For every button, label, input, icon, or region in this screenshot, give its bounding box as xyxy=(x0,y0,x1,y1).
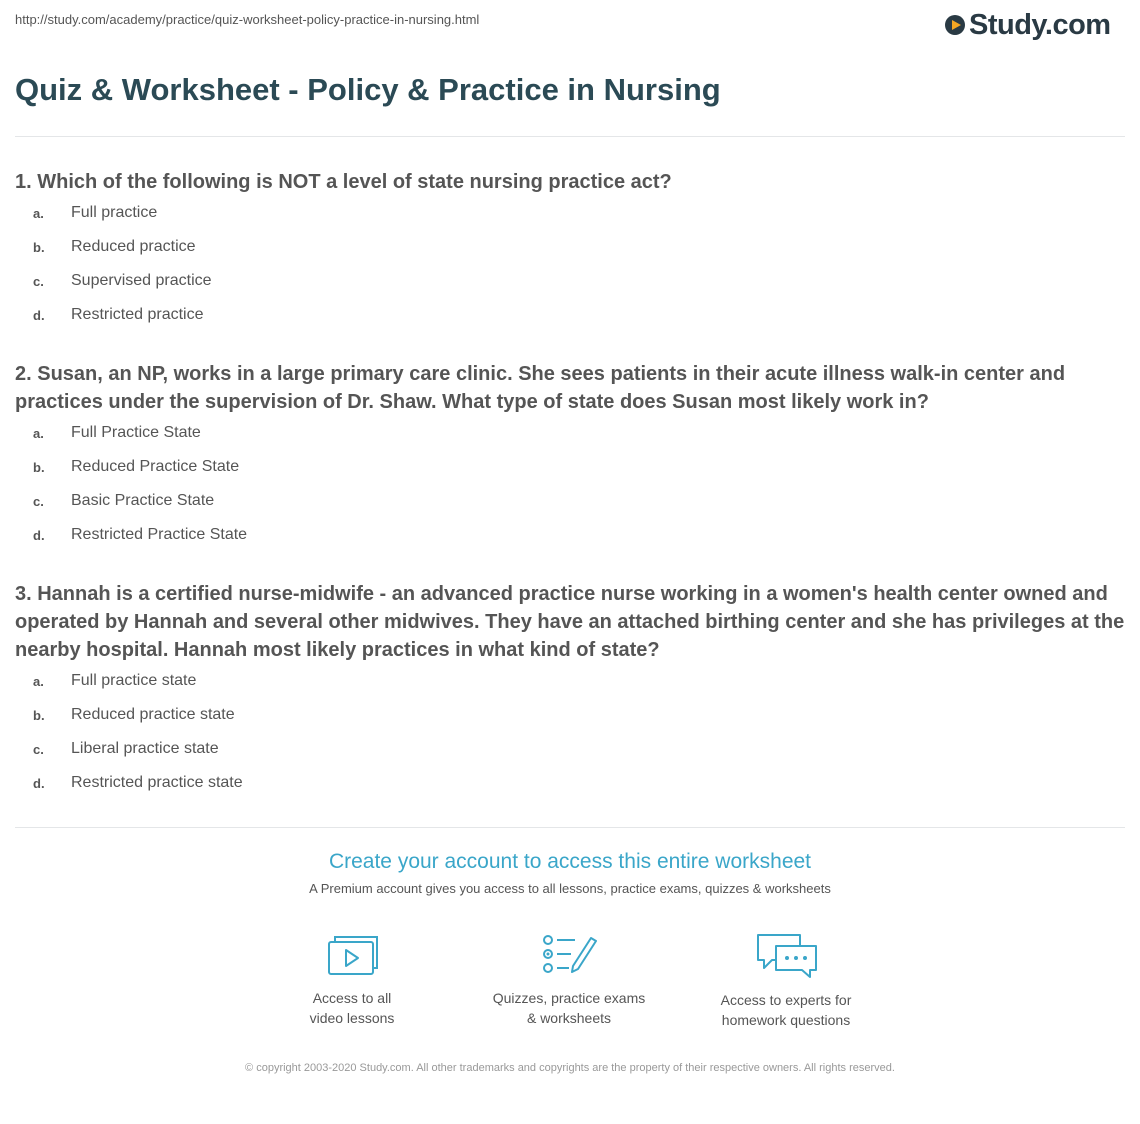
copyright-text: © copyright 2003-2020 Study.com. All other trademarks and copyrights are the property of their respective owners. All rights reserved. xyxy=(245,1062,895,1074)
option-letter: b. xyxy=(33,459,45,475)
page-url: http://study.com/academy/practice/quiz-worksheet-policy-practice-in-nursing.html xyxy=(15,12,480,27)
feature-video-lessons xyxy=(252,932,452,1028)
chat-bubbles-icon xyxy=(754,932,818,978)
logo-text: Study.com xyxy=(969,9,1111,41)
answer-options xyxy=(15,416,1125,552)
option-text: Full practice xyxy=(71,204,158,221)
question-text: 3. Hannah is a certified nurse-midwife - an advanced practice nurse working in a women's health center owned and operated by Hannah and several other midwives. They have an attached birthing center and she has privileges at the nearby hospital. Hannah most likely practices in what kind of state? xyxy=(15,583,1125,661)
play-logo-icon xyxy=(944,14,966,36)
feature-experts xyxy=(686,932,886,1030)
answer-option[interactable] xyxy=(15,416,1125,450)
option-text: Basic Practice State xyxy=(71,492,215,509)
question-text: 2. Susan, an NP, works in a large primary care clinic. She sees patients in their acute illness walk-in center and practices under the supervision of Dr. Shaw. What type of state does Susan most likely work in? xyxy=(15,363,1066,413)
create-account-link[interactable]: Create your account to access this entire worksheet xyxy=(328,850,812,873)
option-letter: a. xyxy=(33,205,44,221)
feature-label: Access to all video lessons xyxy=(309,990,395,1026)
answer-option[interactable] xyxy=(15,484,1125,518)
study-logo[interactable] xyxy=(944,8,1111,42)
option-letter: b. xyxy=(33,707,45,723)
feature-label: Access to experts for homework questions xyxy=(720,992,852,1028)
title-divider xyxy=(15,136,1125,137)
option-letter: d. xyxy=(33,307,45,323)
content-divider xyxy=(15,827,1125,828)
answer-option[interactable] xyxy=(15,230,1125,264)
answer-option[interactable] xyxy=(15,766,1125,800)
option-letter: a. xyxy=(33,425,44,441)
answer-option[interactable] xyxy=(15,732,1125,766)
answer-option[interactable] xyxy=(15,518,1125,552)
option-letter: a. xyxy=(33,673,44,689)
option-letter: d. xyxy=(33,527,45,543)
question-1 xyxy=(15,168,1125,332)
premium-subtitle: A Premium account gives you access to all lessons, practice exams, quizzes & worksheets xyxy=(309,881,831,896)
option-text: Restricted practice xyxy=(71,306,204,323)
option-letter: c. xyxy=(33,273,44,289)
option-letter: c. xyxy=(33,741,44,757)
option-text: Full practice state xyxy=(71,672,197,689)
feature-quizzes xyxy=(469,932,669,1028)
option-text: Reduced Practice State xyxy=(71,458,240,475)
answer-option[interactable] xyxy=(15,664,1125,698)
answer-option[interactable] xyxy=(15,264,1125,298)
option-letter: d. xyxy=(33,775,45,791)
option-text: Restricted practice state xyxy=(71,774,243,791)
answer-options xyxy=(15,196,1125,332)
answer-options xyxy=(15,664,1125,800)
video-lessons-icon xyxy=(325,932,379,976)
answer-option[interactable] xyxy=(15,450,1125,484)
answer-option[interactable] xyxy=(15,196,1125,230)
option-text: Restricted Practice State xyxy=(71,526,248,543)
feature-label: Quizzes, practice exams & worksheets xyxy=(492,990,646,1026)
quiz-checklist-icon xyxy=(541,932,597,976)
option-text: Reduced practice xyxy=(71,238,196,255)
option-text: Reduced practice state xyxy=(71,706,235,723)
answer-option[interactable] xyxy=(15,298,1125,332)
option-letter: b. xyxy=(33,239,45,255)
option-text: Supervised practice xyxy=(71,272,212,289)
answer-option[interactable] xyxy=(15,698,1125,732)
option-text: Liberal practice state xyxy=(71,740,219,757)
question-3 xyxy=(15,580,1125,800)
question-text: 1. Which of the following is NOT a level of state nursing practice act? xyxy=(15,171,672,193)
question-2 xyxy=(15,360,1125,552)
option-letter: c. xyxy=(33,493,44,509)
option-text: Full Practice State xyxy=(71,424,201,441)
page-title: Quiz & Worksheet - Policy & Practice in Nursing xyxy=(15,72,721,107)
